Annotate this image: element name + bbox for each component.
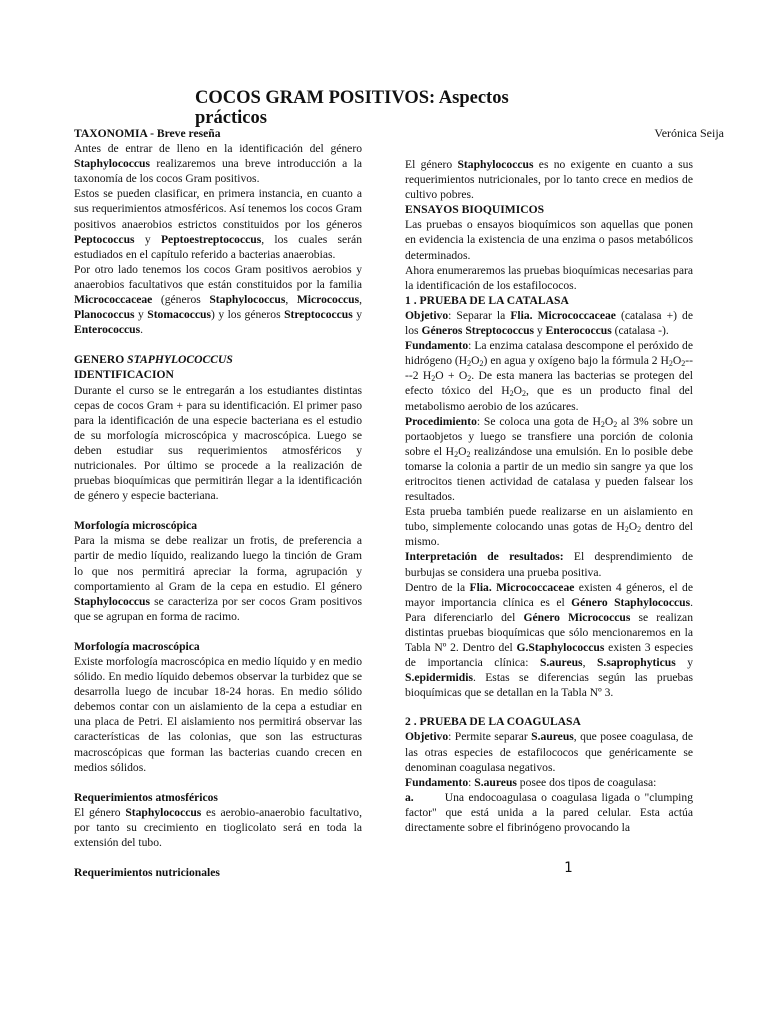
morfologia-macroscopica-heading: Morfología macroscópica xyxy=(74,639,200,653)
morfologia-microscopica-heading: Morfología microscópica xyxy=(74,519,198,533)
paragraph: El género Staphylococcus es no exigente en cuanto a sus requerimientos nutricionales, por lo tanto crece en medios de cultivo pobres. xyxy=(405,158,693,202)
paragraph: Existe morfología macroscópica en medio líquido y en medio sólido. En medio líquido debemos observar la turbidez que se desarrolla luego de incubar 18-24 horas. En medio sólido debemos contar con un aislamiento de la cepa a estudiar en una placa de Petri. El aislamiento nos permitirá observar las características de las colonias, que son las estructuras macroscópicas que forman las bacterias cuando crecen en medios sólidos. xyxy=(74,655,362,774)
paragraph: Estos se pueden clasificar, en primera instancia, en cuanto a sus requerimientos atmosféricos. Así tenemos los cocos Gram positivos anaerobios estrictos constituidos por los géneros Peptococcus y Peptoestreptococcus, los cuales serán estudiados en el capítulo referido a bacterias anaerobias. xyxy=(74,187,363,261)
paragraph: Objetivo: Permite separar S.aureus, que posee coagulasa, de las otras especies de estafilococos que genéricamente se denominan coagulasa negativos. xyxy=(405,730,693,774)
page-number: 1 xyxy=(564,860,573,876)
paragraph: a. Una endocoagulasa o coagulasa ligada o "clumping factor" que está unida a la pared celular. Esta actúa directamente sobre el fibrinógeno provocando la xyxy=(405,790,693,835)
paragraph: Para la misma se debe realizar un frotis, de preferencia a partir de medio líquido, realizando luego la tinción de Gram lo que nos permitirá apreciar la forma, agrupación y comportamiento al Gram de la cepa en estudio. El género Staphylococcus se caracteriza por ser cocos Gram positivos que se agrupan en forma de racimo. xyxy=(74,534,362,623)
paragraph: Durante el curso se le entregarán a los estudiantes distintas cepas de cocos Gram + para su identificación. El primer paso para la identificación de una especie bacteriana es el estudio de su morfología microscópica y macroscópica. Luego se deben estudiar sus requerimientos atmosféricos y nutricionales. Por último se procede a la realización de pruebas bioquímicas que permitirán llegar a la identificación de género y especie bacteriana. xyxy=(74,383,362,503)
requerimientos-atmosfericos-heading: Requerimientos atmosféricos xyxy=(74,790,218,804)
paragraph: Antes de entrar de lleno en la identificación del género Staphylococcus realizaremos una breve introducción a la taxonomía de los cocos Gram positivos. xyxy=(74,142,362,186)
paragraph: Fundamento: La enzima catalasa descompone el peróxido de hidrógeno $(H_2O_2)$ en agua y oxígeno bajo la fórmula 2 $H_2O_2----2$ $H_2O + O_2$. De esta manera las bacterias se protegen del efecto tóxico del $H_2O_2$, que es un producto final del metabolismo aerobio de los azúcares. xyxy=(405,339,694,413)
page-title: COCOS GRAM POSITIVOS: Aspectos prácticos xyxy=(195,88,509,128)
paragraph: Esta prueba también puede realizarse en un aislamiento en tubo, simplemente colocando unas gotas de $H_2O_2$ dentro del mismo. xyxy=(405,505,693,549)
paragraph: Las pruebas o ensayos bioquímicos son aquellas que ponen en evidencia la existencia de una enzima o pasos metabólicos determinados. xyxy=(405,218,693,262)
paragraph: Dentro de la Flia. Micrococcaceae existen 4 géneros, el de mayor importancia clínica es el Género Staphylococcus. Para diferenciarlo del Género Micrococcus se realizan distintas pruebas bioquímicas que sólo mencionaremos en la Tabla Nº 2. Dentro del G.Staphylococcus existen 3 especies de importancia clínica: S.aureus, S.saprophyticus y S.epidermidis. Estas se diferencias según las pruebas bioquímicas que se detallan en la Tabla Nº 3. xyxy=(405,580,693,700)
genero-heading: GENERO STAPHYLOCOCCUS xyxy=(74,353,233,367)
requerimientos-nutricionales-heading: Requerimientos nutricionales xyxy=(74,866,220,880)
left-column xyxy=(74,126,362,880)
right-column xyxy=(405,157,693,835)
paragraph: El género Staphylococcus es aerobio-anaerobio facultativo, por tanto su crecimiento en tioglicolato será en toda la extensión del tubo. xyxy=(74,805,362,850)
catalasa-heading: 1 . PRUEBA DE LA CATALASA xyxy=(405,293,569,307)
paragraph: Interpretación de resultados: El desprendimiento de burbujas se considera una prueba positiva. xyxy=(405,550,694,579)
identificacion-heading: IDENTIFICACION xyxy=(74,368,174,382)
ensayos-heading: ENSAYOS BIOQUIMICOS xyxy=(405,203,545,217)
paragraph: Por otro lado tenemos los cocos Gram positivos aerobios y anaerobios facultativos que están constituidos por la familia Micrococcaceae (géneros Staphylococcus, Micrococcus, Planococcus y Stomacoccus) y los géneros Streptococcus y Enterococcus. xyxy=(74,262,363,337)
coagulasa-heading: 2 . PRUEBA DE LA COAGULASA xyxy=(405,715,581,729)
paragraph: Objetivo: Separar la Flia. Micrococcaceae (catalasa +) de los Géneros Streptococcus y Enterococcus (catalasa -). xyxy=(405,308,693,338)
taxonomia-heading: TAXONOMIA - Breve reseña xyxy=(74,127,221,140)
paragraph: Ahora enumeraremos las pruebas bioquímicas necesarias para la identificación de los estafilococos. xyxy=(405,263,693,292)
paragraph: Procedimiento: Se coloca una gota de $H_2O_2$ al 3% sobre un portaobjetos y luego se transfiere una porción de colonia sobre el $H_2O_2$ realizándose una emulsión. En lo posible debe tomarse la colonia a partir de un medio sin sangre ya que los eritrocitos tienen actividad de catalasa y pueden falsear los resultados. xyxy=(405,414,693,504)
author-name: Verónica Seija xyxy=(654,126,724,140)
paragraph: Fundamento: S.aureus posee dos tipos de coagulasa: xyxy=(405,775,657,789)
